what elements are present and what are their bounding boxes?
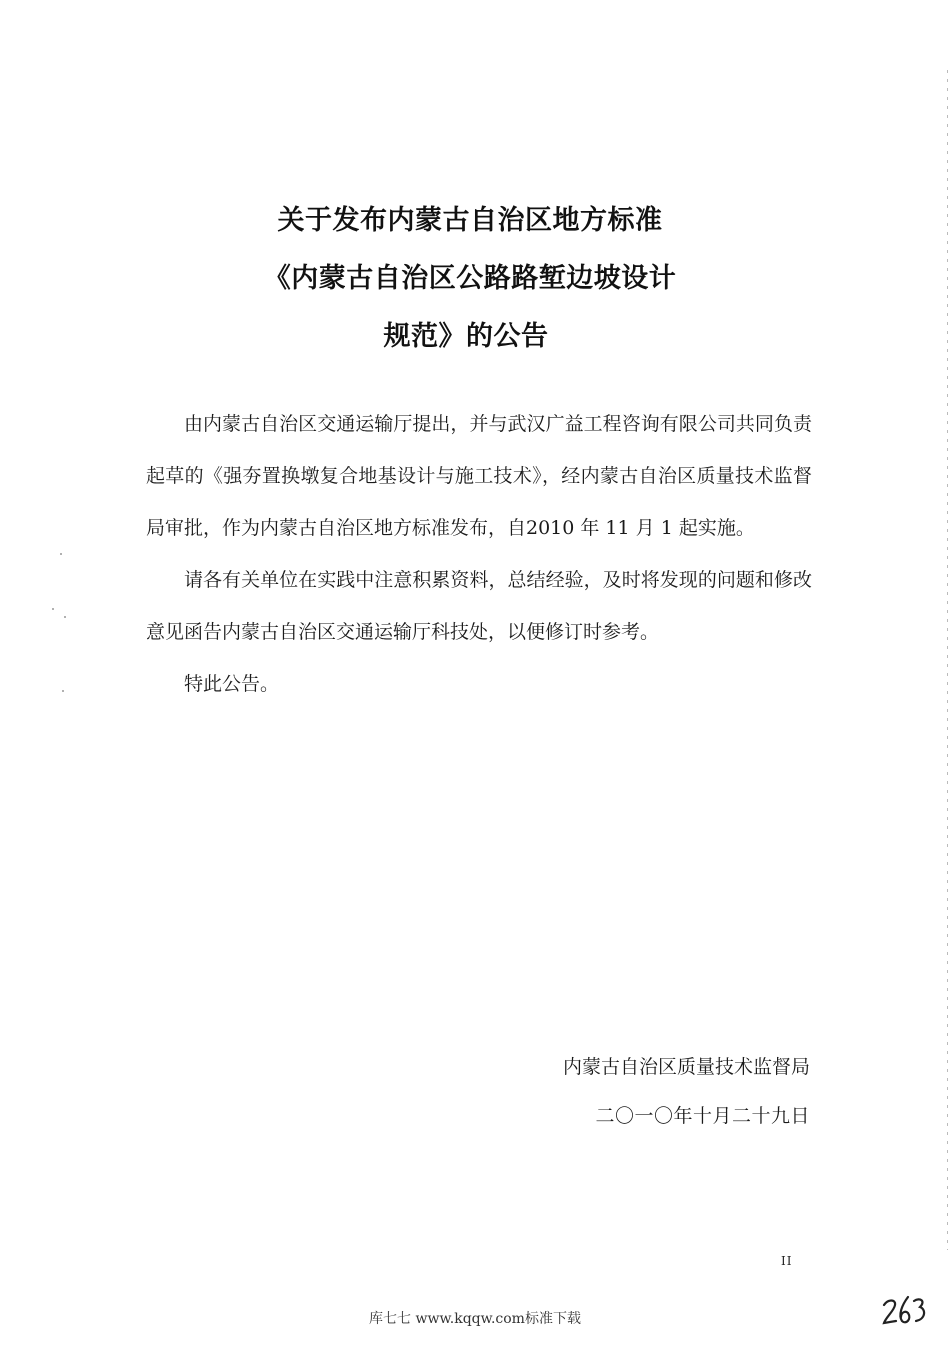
body-paragraph-2: 请各有关单位在实践中注意积累资料，总结经验，及时将发现的问题和修改意见函告内蒙古自治区交通运输厅科技处，以便修订时参考。 — [146, 569, 812, 643]
handwritten-page-number-mark — [880, 1291, 930, 1331]
body-paragraph-3: 特此公告。 — [184, 673, 280, 695]
scan-speck — [60, 553, 62, 555]
announcement-body — [146, 398, 812, 710]
announcement-title — [0, 192, 950, 366]
issue-date: 二〇一〇年十月二十九日 — [595, 1105, 810, 1127]
title-line-1: 关于发布内蒙古自治区地方标准 — [277, 205, 663, 236]
title-line-3: 规范》的公告 — [383, 321, 549, 352]
scan-speck — [62, 690, 64, 692]
scan-speck — [64, 616, 66, 618]
body-paragraph-1: 由内蒙古自治区交通运输厅提出，并与武汉广益工程咨询有限公司共同负责起草的《强夯置换墩复合地基设计与施工技术》，经内蒙古自治区质量技术监督局审批，作为内蒙古自治区地方标准发布，自2010 年 11 月 1 起实施。 — [146, 413, 812, 539]
scan-speck — [52, 608, 54, 610]
title-line-2: 《内蒙古自治区公路路堑边坡设计 — [263, 263, 677, 294]
issuing-organization: 内蒙古自治区质量技术监督局 — [562, 1056, 810, 1078]
page-number: II — [781, 1254, 793, 1268]
footer-watermark-text: 库七七 www.kqqw.com标准下载 — [369, 1311, 581, 1327]
